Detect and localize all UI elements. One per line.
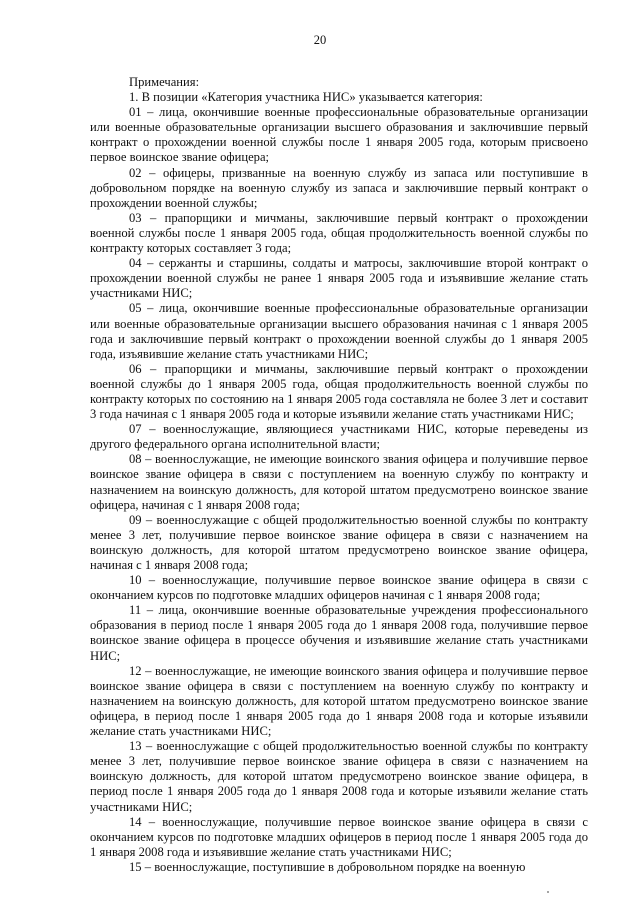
category-15: 15 – военнослужащие, поступившие в добровольном порядке на военную bbox=[129, 859, 526, 874]
category-11: 11 – лица, окончившие военные образовательные учреждения профессионального образования в период после 1 января 2005 года до 1 января 2008 года, получившие первое воинское звание офицера в процессе обучения и изъявившие желание стать участниками НИС; bbox=[90, 603, 588, 663]
category-09: 09 – военнослужащие с общей продолжительностью военной службы по контракту менее 3 лет, получившие первое воинское звание офицера в связи с назначением на воинскую должность, для которой штатом предусмотрено воинское звание офицера, начиная с 1 января 2008 года; bbox=[90, 512, 588, 572]
category-03: 03 – прапорщики и мичманы, заключившие первый контракт о прохождении военной службы после 1 января 2005 года, общая продолжительность военной службы по контракту которых составляет 3 года; bbox=[90, 210, 588, 256]
scan-speck bbox=[547, 891, 549, 893]
category-04: 04 – сержанты и старшины, солдаты и матросы, заключившие второй контракт о прохождении военной службы не ранее 1 января 2005 года и изъявившие желание стать участниками НИС; bbox=[90, 256, 588, 301]
category-01: 01 – лица, окончившие военные профессиональные образовательные организации или военные образовательные организации высшего образования и заключившие первый контракт о прохождении военной службы после 1 января 2005 года, которым присвоено первое воинское звание офицера; bbox=[90, 105, 588, 165]
category-06: 06 – прапорщики и мичманы, заключившие первый контракт о прохождении военной службы до 1 января 2005 года, общая продолжительность военной службы по контракту которых по состоянию на 1 января 2005 года составляла не более 3 лет и составит 3 года начиная с 1 января 2005 года и которые изъявили желание стать участниками НИС; bbox=[90, 361, 588, 422]
category-08: 08 – военнослужащие, не имеющие воинского звания офицера и получившие первое воинское звание офицера в связи с поступлением на военную службу по контракту и назначением на воинскую должность, для которой штатом предусмотрено воинское звание офицера, начиная с 1 января 2008 года; bbox=[90, 452, 588, 512]
category-13: 13 – военнослужащие с общей продолжительностью военной службы по контракту менее 3 лет, получившие первое воинское звание офицера в связи с назначением на воинскую должность, для которой штатом предусмотрено воинское звание офицера, в период после 1 января 2005 года до 1 января 2008 года и которые изъявили желание стать участниками НИС; bbox=[90, 739, 588, 814]
category-10: 10 – военнослужащие, получившие первое воинское звание офицера в связи с окончанием курсов по подготовке младших офицеров начиная с 1 января 2008 года; bbox=[90, 573, 588, 603]
notes-intro: 1. В позиции «Категория участника НИС» указывается категория: bbox=[129, 90, 483, 105]
notes-heading: Примечания: bbox=[129, 75, 200, 89]
notes-section bbox=[90, 75, 588, 875]
category-02: 02 – офицеры, призванные на военную службу из запаса или поступившие в добровольном порядке на военную службу из запаса и заключившие первый контракт о прохождении военной службы; bbox=[90, 165, 588, 210]
category-07: 07 – военнослужащие, являющиеся участниками НИС, которые переведены из другого федерального органа исполнительной власти; bbox=[90, 422, 588, 452]
category-05: 05 – лица, окончившие военные профессиональные образовательные организации или военные образовательные организации высшего образования начиная с 1 января 2005 года и заключившие первый контракт о прохождении военной службы до 1 января 2005 года, изъявившие желание стать участниками НИС; bbox=[90, 301, 588, 361]
category-14: 14 – военнослужащие, получившие первое воинское звание офицера в связи с окончанием курсов по подготовке младших офицеров в период после 1 января 2005 года до 1 января 2008 года и изъявившие желание стать участниками НИС; bbox=[90, 814, 588, 859]
category-12: 12 – военнослужащие, не имеющие воинского звания офицера и получившие первое воинское звание офицера в связи с поступлением на военную службу по контракту и назначением на воинскую должность, для которой штатом предусмотрено воинское звание офицера, в период после 1 января 2005 года до 1 января 2008 года и которые изъявили желание стать участниками НИС; bbox=[90, 663, 588, 739]
page-number: 20 bbox=[313, 33, 327, 47]
